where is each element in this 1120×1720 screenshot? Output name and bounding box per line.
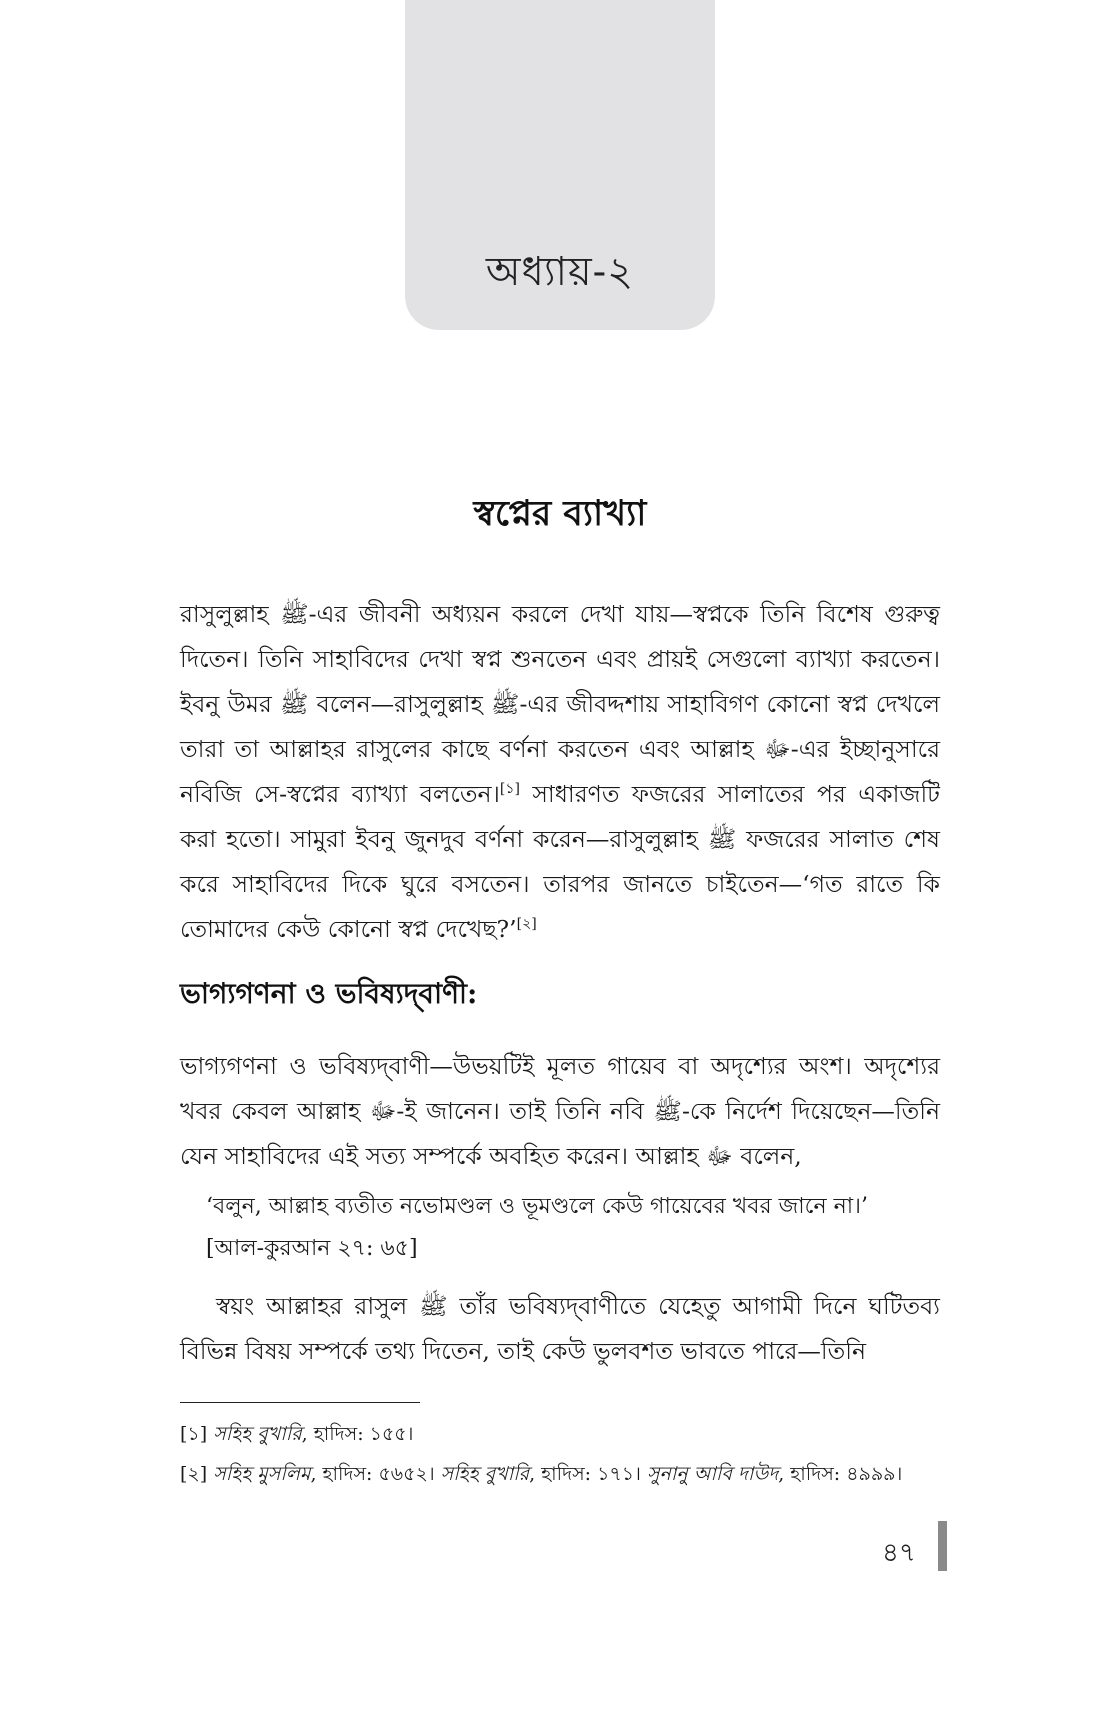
footnote-1-detail: , হাদিস: ১৫৫। [301, 1423, 414, 1445]
footnote-2-detail-2: , হাদিস: ১৭১। [529, 1463, 647, 1485]
footnote-2-source-2: সহিহ বুখারি [440, 1463, 530, 1485]
footnote-2 [180, 1454, 960, 1494]
footnote-2-detail-3: , হাদিস: ৪৯৯৯। [778, 1463, 903, 1485]
chapter-label: অধ্যায়-২ [485, 249, 635, 295]
footnote-2-detail-1: , হাদিস: ৫৬৫২। [310, 1463, 441, 1485]
chapter-tab [405, 0, 715, 330]
section-title: স্বপ্নের ব্যাখ্যা [473, 493, 647, 534]
footnotes [180, 1414, 960, 1494]
footnote-ref-1[interactable]: [১] [499, 781, 520, 798]
paragraph-1-text: রাসুলুল্লাহ ﷺ-এর জীবনী অধ্যয়ন করলে দেখা যায়—স্বপ্নকে তিনি বিশেষ গুরুত্ব দিতেন। তিনি সাহাবিদের দেখা স্বপ্ন শুনতেন এবং প্রায়ই সেগুলো ব্যাখ্যা করতেন। ইবনু উমর ﷺ বলেন—রাসুলুল্লাহ ﷺ-এর জীবদ্দশায় সাহাবিগণ কোনো স্বপ্ন দেখলে তারা তা আল্লাহর রাসুলের কাছে বর্ণনা করতেন এবং আল্লাহ ﷻ-এর ইচ্ছানুসারে নবিজি সে-স্বপ্নের ব্যাখ্যা বলতেন। [180, 600, 941, 808]
quote-citation: [আল-কুরআন ২৭: ৬৫] [206, 1236, 418, 1261]
footnote-2-source-1: সহিহ মুসলিম [213, 1463, 311, 1485]
paragraph-1 [180, 592, 940, 952]
page-number: ৪৭ [882, 1538, 916, 1568]
quran-quote [206, 1186, 926, 1270]
footnote-1 [180, 1414, 960, 1454]
paragraph-2 [180, 1044, 940, 1179]
footnote-1-marker: [১] [180, 1423, 208, 1445]
paragraph-3 [180, 1284, 940, 1374]
footnote-1-source: সহিহ বুখারি [213, 1423, 302, 1445]
footnote-2-source-3: সুনানু আবি দাউদ [646, 1463, 779, 1485]
page-edge-marker [938, 1521, 947, 1571]
subheading: ভাগ্যগণনা ও ভবিষ্যদ্‌বাণী: [180, 977, 478, 1010]
paragraph-1-text-cont: সাধারণত ফজরের সালাতের পর একাজটি করা হতো। সামুরা ইবনু জুনদুব বর্ণনা করেন—রাসুলুল্লাহ ﷺ ফজরের সালাত শেষ করে সাহাবিদের দিকে ঘুরে বসতেন। তারপর জানতে চাইতেন—‘গত রাতে কি তোমাদের কেউ কোনো স্বপ্ন দেখেছ?’ [180, 780, 940, 943]
paragraph-2-text: ভাগ্যগণনা ও ভবিষ্যদ্‌বাণী—উভয়টিই মূলত গায়েব বা অদৃশ্যের অংশ। অদৃশ্যের খবর কেবল আল্লাহ ﷻ-ই জানেন। তাই তিনি নবি ﷺ-কে নির্দেশ দিয়েছেন—তিনি যেন সাহাবিদের এই সত্য সম্পর্কে অবহিত করেন। আল্লাহ ﷻ বলেন, [180, 1052, 941, 1170]
quote-text: ‘বলুন, আল্লাহ ব্যতীত নভোমণ্ডল ও ভূমণ্ডলে কেউ গায়েবের খবর জানে না।’ [206, 1194, 868, 1219]
footnote-ref-2[interactable]: [২] [516, 916, 537, 933]
paragraph-3-text: স্বয়ং আল্লাহর রাসুল ﷺ তাঁর ভবিষ্যদ্‌বাণীতে যেহেতু আগামী দিনে ঘটিতব্য বিভিন্ন বিষয় সম্পর্কে তথ্য দিতেন, তাই কেউ ভুলবশত ভাবতে পারে—তিনি [180, 1292, 940, 1365]
footnote-divider [180, 1402, 420, 1403]
footnote-2-marker: [২] [180, 1463, 208, 1485]
